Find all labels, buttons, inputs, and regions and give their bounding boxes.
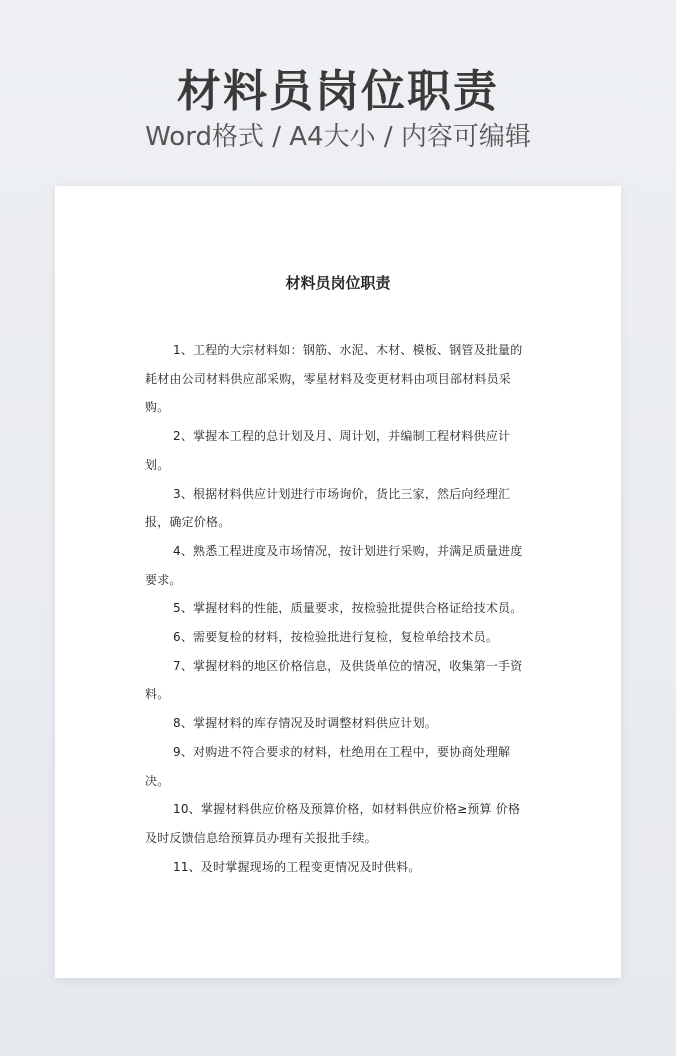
document-paragraph: 3、根据材料供应计划进行市场询价，货比三家，然后向经理汇报，确定价格。	[145, 486, 511, 530]
document-paragraph: 11、及时掌握现场的工程变更情况及时供料。	[173, 859, 421, 874]
document-paragraph: 2、掌握本工程的总计划及月、周计划，并编制工程材料供应计划。	[145, 429, 511, 472]
document-paragraph: 4、熟悉工程进度及市场情况，按计划进行采购，并满足质量进度要求。	[145, 543, 523, 587]
document-paragraph: 9、对购进不符合要求的材料，杜绝用在工程中，要协商处理解决。	[145, 744, 511, 788]
document-paragraph: 1、工程的大宗材料如：钢筋、水泥、木材、模板、钢管及批量的耗材由公司材料供应部采购，零星材料及变更材料由项目部材料员采购。	[145, 343, 523, 415]
document-paragraph: 7、掌握材料的地区价格信息，及供货单位的情况，收集第一手资料。	[145, 658, 523, 702]
document-paragraph: 5、掌握材料的性能，质量要求，按检验批提供合格证给技术员。	[173, 601, 523, 616]
page-title: 材料员岗位职责	[177, 66, 499, 117]
document-paragraph: 10、掌握材料供应价格及预算价格，如材料供应价格≥预算 价格及时反馈信息给预算员办理有关报批手续。	[145, 802, 521, 845]
document-paragraph: 8、掌握材料的库存情况及时调整材料供应计划。	[173, 716, 438, 731]
document-paragraph: 6、需要复检的材料，按检验批进行复检，复检单给技术员。	[173, 630, 499, 645]
document-title: 材料员岗位职责	[285, 274, 391, 292]
document-body	[145, 336, 532, 881]
document-page	[55, 186, 621, 978]
page-subtitle: Word格式 / A4大小 / 内容可编辑	[145, 122, 531, 152]
